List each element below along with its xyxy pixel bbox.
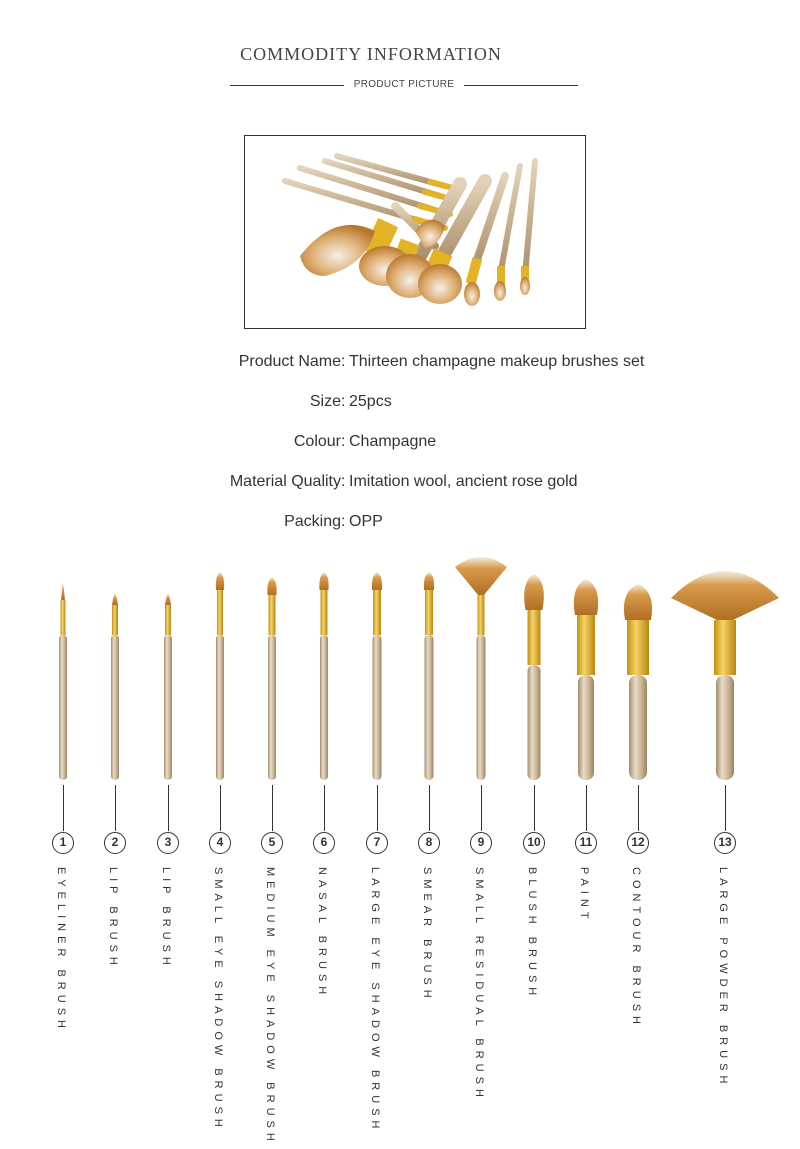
brush-number-9: 9 — [470, 832, 492, 854]
brush-handle-11 — [578, 675, 594, 780]
brush-head-3 — [165, 594, 171, 605]
brush-number-11: 11 — [575, 832, 597, 854]
spec-row-size — [0, 393, 800, 417]
brush-handle-4 — [216, 635, 224, 780]
spec-row-product-name — [0, 353, 800, 377]
spec-row-packing — [0, 513, 800, 537]
brush-handle-6 — [320, 635, 328, 780]
brush-ferrule-6 — [321, 590, 328, 635]
connector-line-9 — [481, 785, 482, 831]
connector-line-6 — [324, 785, 325, 831]
brush-number-4: 4 — [209, 832, 231, 854]
brush-name-5: MEDIUM EYE SHADOW BRUSH — [264, 867, 276, 1146]
brush-head-6 — [319, 572, 328, 590]
brush-head-1 — [61, 582, 65, 600]
brush-head-2 — [112, 594, 118, 605]
brush-number-8: 8 — [418, 832, 440, 854]
connector-line-12 — [638, 785, 639, 831]
section-subtitle: PRODUCT PICTURE — [353, 79, 455, 90]
brush-ferrule-5 — [269, 595, 276, 635]
brush-head-13 — [671, 571, 779, 620]
spec-value: Thirteen champagne makeup brushes set — [349, 353, 645, 370]
brush-handle-12 — [629, 675, 647, 780]
product-photo — [244, 135, 586, 329]
brush-number-6: 6 — [313, 832, 335, 854]
brush-ferrule-8 — [425, 590, 433, 635]
brush-name-7: LARGE EYE SHADOW BRUSH — [369, 867, 381, 1134]
brush-name-11: PAINT — [578, 867, 590, 924]
connector-line-7 — [377, 785, 378, 831]
brush-number-5: 5 — [261, 832, 283, 854]
brush-head-4 — [216, 572, 224, 590]
brush-handle-2 — [111, 635, 119, 780]
brush-name-1: EYELINER BRUSH — [55, 867, 67, 1033]
connector-line-2 — [115, 785, 116, 831]
brush-number-2: 2 — [104, 832, 126, 854]
spec-label: Material Quality — [229, 473, 341, 490]
connector-line-4 — [220, 785, 221, 831]
brush-name-8: SMEAR BRUSH — [421, 867, 433, 1003]
spec-row-material — [0, 473, 800, 497]
spec-label: Packing — [284, 513, 341, 530]
title-divider-left — [230, 85, 344, 86]
brush-number-3: 3 — [157, 832, 179, 854]
brush-head-7 — [372, 572, 382, 590]
brush-name-6: NASAL BRUSH — [316, 867, 328, 1000]
brush-number-1: 1 — [52, 832, 74, 854]
brush-handle-13 — [716, 675, 734, 780]
spec-colon: : — [341, 473, 346, 490]
brush-ferrule-9 — [478, 595, 485, 635]
brush-head-9 — [455, 557, 507, 595]
brush-ferrule-1 — [61, 600, 66, 635]
connector-line-11 — [586, 785, 587, 831]
connector-line-13 — [725, 785, 726, 831]
brush-ferrule-3 — [165, 605, 171, 635]
connector-line-10 — [534, 785, 535, 831]
brush-head-10 — [524, 574, 544, 610]
brush-handle-7 — [373, 635, 382, 780]
brush-set-illustration — [245, 136, 585, 328]
brush-ferrule-11 — [577, 615, 595, 675]
connector-line-3 — [168, 785, 169, 831]
brush-number-10: 10 — [523, 832, 545, 854]
brush-head-12 — [624, 584, 652, 620]
brush-head-8 — [424, 572, 434, 590]
brush-name-10: BLUSH BRUSH — [526, 867, 538, 1001]
title-divider-right — [464, 85, 578, 86]
brush-name-9: SMALL RESIDUAL BRUSH — [473, 867, 485, 1102]
brush-name-4: SMALL EYE SHADOW BRUSH — [212, 867, 224, 1132]
spec-row-colour — [0, 433, 800, 457]
section-title: COMMODITY INFORMATION — [240, 44, 502, 64]
spec-value: Imitation wool, ancient rose gold — [349, 473, 578, 490]
brush-handle-1 — [59, 635, 67, 780]
spec-colon: : — [341, 433, 346, 450]
brush-number-12: 12 — [627, 832, 649, 854]
brush-handle-8 — [425, 635, 434, 780]
connector-line-1 — [63, 785, 64, 831]
spec-colon: : — [341, 513, 346, 530]
brush-head-5 — [267, 577, 276, 595]
spec-value: Champagne — [349, 433, 437, 450]
brush-ferrule-12 — [627, 620, 649, 675]
brush-lineup — [0, 555, 800, 800]
brush-handle-9 — [477, 635, 486, 780]
brush-ferrule-7 — [373, 590, 381, 635]
brush-name-12: CONTOUR BRUSH — [630, 867, 642, 1029]
brush-ferrule-2 — [112, 605, 118, 635]
brush-handle-10 — [528, 665, 541, 780]
spec-colon: : — [341, 353, 346, 370]
brush-number-7: 7 — [366, 832, 388, 854]
spec-label: Colour — [293, 433, 341, 450]
brush-ferrule-4 — [217, 590, 223, 635]
spec-value: OPP — [349, 513, 383, 530]
brush-number-13: 13 — [714, 832, 736, 854]
brush-head-11 — [574, 579, 598, 615]
brush-name-3: LIP BRUSH — [160, 867, 172, 970]
spec-value: 25pcs — [349, 393, 392, 410]
brush-handle-3 — [164, 635, 172, 780]
spec-colon: : — [341, 393, 346, 410]
brush-name-13: LARGE POWDER BRUSH — [717, 867, 729, 1089]
spec-label: Product Name — [238, 353, 341, 370]
connector-line-8 — [429, 785, 430, 831]
brush-ferrule-10 — [528, 610, 541, 665]
brush-ferrule-13 — [714, 620, 736, 675]
brush-name-2: LIP BRUSH — [107, 867, 119, 970]
spec-label: Size — [309, 393, 341, 410]
connector-line-5 — [272, 785, 273, 831]
brush-handle-5 — [268, 635, 276, 780]
